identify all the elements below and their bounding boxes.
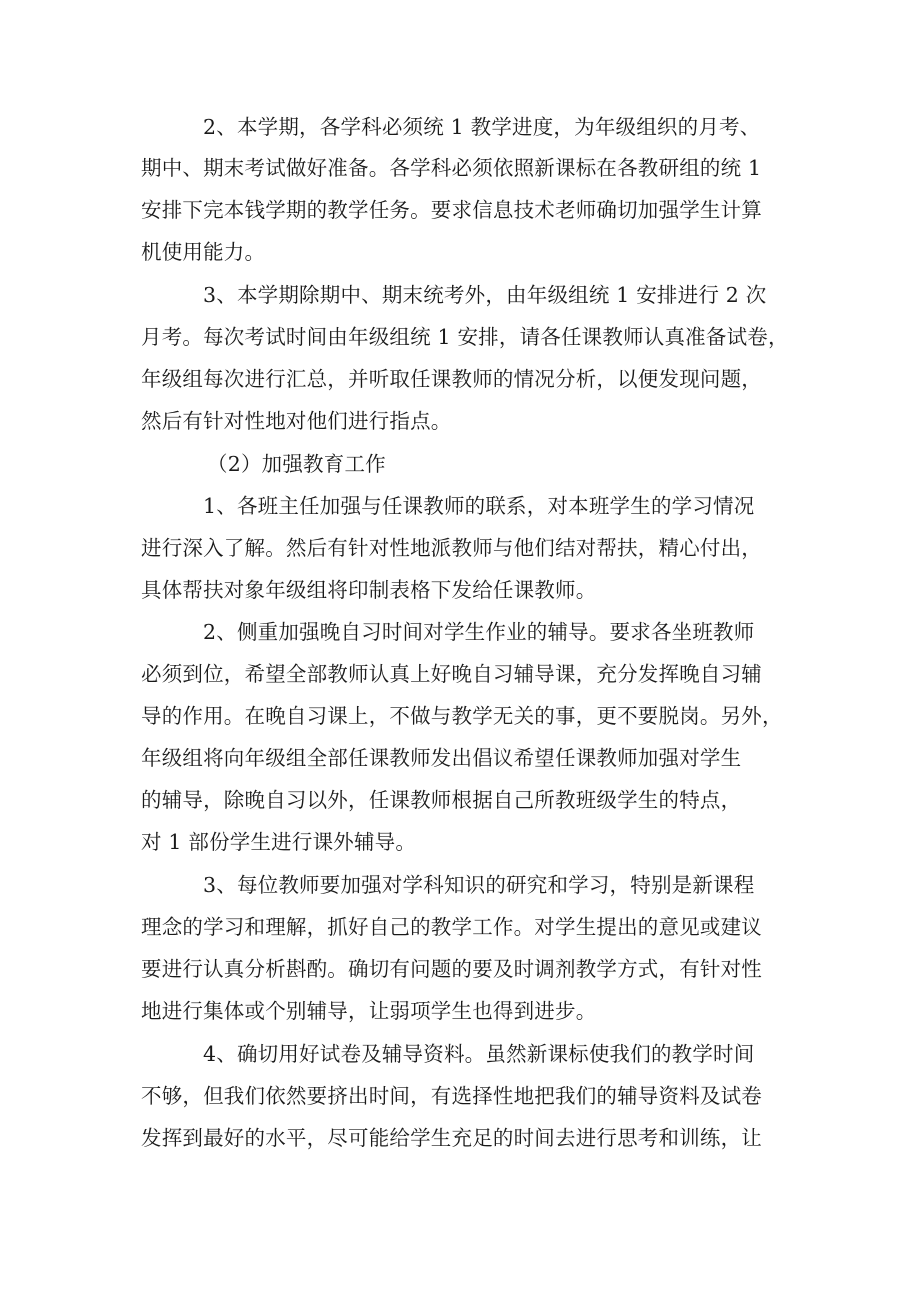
- paragraph-line: 3、每位教师要加强对学科知识的研究和学习，特别是新课程: [203, 873, 755, 897]
- paragraph-line: 月考。每次考试时间由年级组统 1 安排，请各任课教师认真准备试卷，: [141, 325, 789, 349]
- section-heading: （2）加强教育工作: [207, 452, 386, 476]
- paragraph-line: 具体帮扶对象年级组将印制表格下发给任课教师。: [141, 578, 597, 602]
- paragraph-line: 理念的学习和理解，抓好自己的教学工作。对学生提出的意见或建议: [141, 915, 762, 939]
- paragraph-line: 对 1 部份学生进行课外辅导。: [141, 830, 417, 854]
- paragraph-line: 进行深入了解。然后有针对性地派教师与他们结对帮扶，精心付出，: [141, 536, 762, 560]
- paragraph-line: 1、各班主任加强与任课教师的联系，对本班学生的学习情况: [203, 494, 755, 518]
- paragraph-line: 的辅导，除晚自习以外，任课教师根据自己所教班级学生的特点，: [141, 788, 742, 812]
- paragraph-line: 要进行认真分析斟酌。确切有问题的要及时调剂教学方式，有针对性: [141, 957, 762, 981]
- paragraph-line: 导的作用。在晚自习课上，不做与教学无关的事，更不要脱岗。另外，: [141, 704, 783, 728]
- paragraph-line: 地进行集体或个别辅导，让弱项学生也得到进步。: [141, 999, 597, 1023]
- paragraph-line: 发挥到最好的水平，尽可能给学生充足的时间去进行思考和训练，让: [141, 1126, 762, 1150]
- paragraph-line: 必须到位，希望全部教师认真上好晚自习辅导课，充分发挥晚自习辅: [141, 662, 762, 686]
- paragraph-line: 然后有针对性地对他们进行指点。: [141, 409, 452, 433]
- paragraph-line: 年级组每次进行汇总，并听取任课教师的情况分析，以便发现问题，: [141, 367, 762, 391]
- paragraph-line: 机使用能力。: [141, 240, 266, 264]
- paragraph-line: 年级组将向年级组全部任课教师发出倡议希望任课教师加强对学生: [141, 746, 742, 770]
- paragraph-line: 4、确切用好试卷及辅导资料。虽然新课标使我们的教学时间: [203, 1042, 755, 1066]
- paragraph-line: 安排下完本钱学期的教学任务。要求信息技术老师确切加强学生计算: [141, 198, 762, 222]
- paragraph-line: 不够，但我们依然要挤出时间，有选择性地把我们的辅导资料及试卷: [141, 1084, 762, 1108]
- paragraph-line: 2、本学期，各学科必须统 1 教学进度，为年级组织的月考、: [203, 115, 761, 139]
- paragraph-line: 3、本学期除期中、期末统考外，由年级组统 1 安排进行 2 次: [203, 283, 767, 307]
- paragraph-line: 2、侧重加强晚自习时间对学生作业的辅导。要求各坐班教师: [203, 620, 755, 644]
- paragraph-line: 期中、期末考试做好准备。各学科必须依照新课标在各教研组的统 1: [141, 156, 762, 180]
